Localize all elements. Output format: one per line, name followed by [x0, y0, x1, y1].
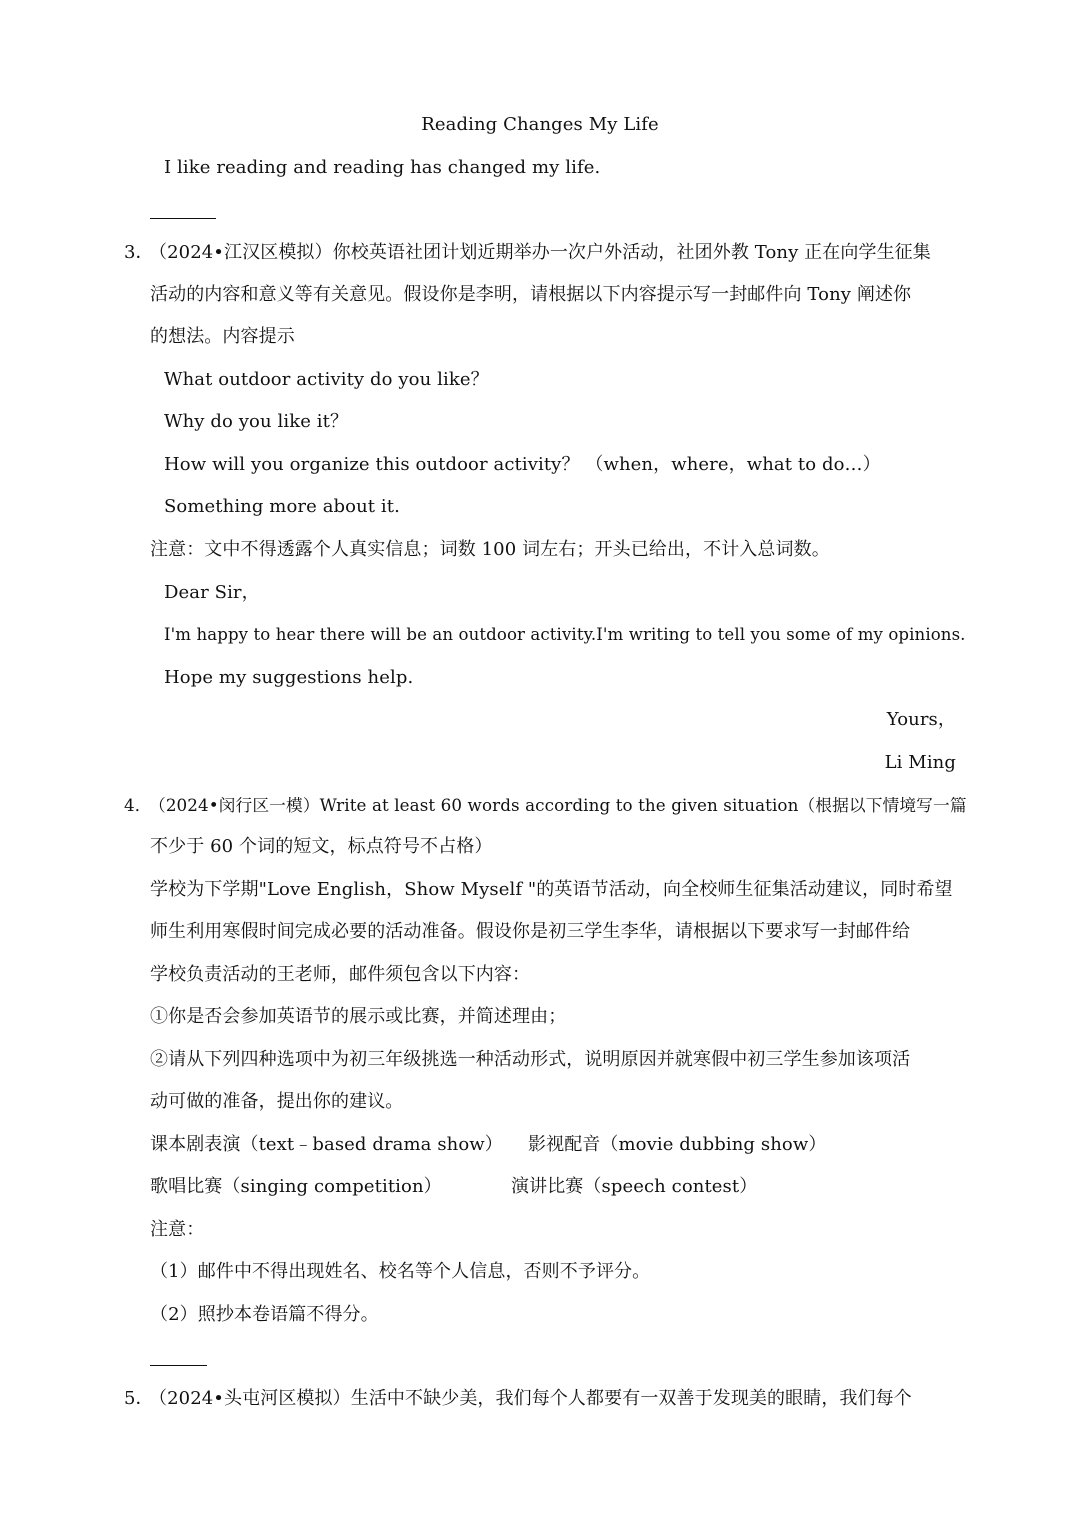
question-4-line-1 [124, 792, 967, 818]
letter-greeting: Dear Sir， [164, 582, 260, 603]
question-3-note: 注意：文中不得透露个人真实信息；词数 100 词左右；开头已给出，不计入总词数。 [150, 539, 830, 560]
letter-closing-line: Hope my suggestions help. [164, 667, 414, 688]
question-3-prompt-2: Why do you like it？ [164, 411, 349, 432]
question-4-note-heading: 注意： [150, 1219, 205, 1240]
question-5-number: 5． [124, 1388, 154, 1409]
question-4-line-2: 不少于 60 个词的短文，标点符号不占格） [150, 836, 493, 857]
question-3-line-3: 的想法。内容提示 [150, 326, 295, 347]
question-3-stem-1: （2024•江汉区模拟）你校英语社团计划近期举办一次户外活动，社团外教 Tony 正在向学生征集 [149, 242, 931, 263]
question-4-requirement-2-cont: 动可做的准备，提出你的建议。 [150, 1091, 404, 1112]
question-4-number: 4． [124, 795, 152, 815]
question-5-stem-1: （2024•头屯河区模拟）生活中不缺少美，我们每个人都要有一双善于发现美的眼睛，我们每个 [149, 1388, 912, 1409]
question-5-line-1 [124, 1386, 912, 1412]
question-3-line-2: 活动的内容和意义等有关意见。假设你是李明，请根据以下内容提示写一封邮件向 Tony 阐述你 [150, 284, 912, 305]
question-3-prompt-3: How will you organize this outdoor activity？ （when，where，what to do…） [164, 454, 881, 475]
question-3-line-1 [124, 240, 931, 266]
essay-opening-line: I like reading and reading has changed my life. [164, 157, 601, 178]
option-singing-competition: 歌唱比赛（singing competition） [150, 1176, 442, 1197]
question-4-requirement-1: ①你是否会参加英语节的展示或比赛，并简述理由； [150, 1006, 567, 1027]
answer-blank-line [150, 1365, 207, 1366]
letter-signature: Li Ming [884, 752, 956, 773]
option-speech-contest: 演讲比赛（speech contest） [511, 1176, 758, 1197]
answer-blank-line [150, 218, 216, 219]
question-4-note-2: （2）照抄本卷语篇不得分。 [150, 1304, 379, 1325]
essay-title: Reading Changes My Life [421, 114, 659, 135]
question-4-line-3: 学校为下学期"Love English，Show Myself "的英语节活动，向全校师生征集活动建议，同时希望 [150, 879, 953, 900]
question-3-prompt-1: What outdoor activity do you like？ [164, 369, 489, 390]
letter-signoff: Yours， [886, 709, 956, 730]
question-4-stem-1: （2024•闵行区一模）Write at least 60 words according to the given situation（根据以下情境写一篇 [149, 795, 967, 815]
question-4-line-4: 师生利用寒假时间完成必要的活动准备。假设你是初三学生李华，请根据以下要求写一封邮件给 [150, 921, 911, 942]
letter-body: I'm happy to hear there will be an outdoor activity.I'm writing to tell you some of my opinions. [164, 625, 966, 644]
question-4-note-1: （1）邮件中不得出现姓名、校名等个人信息，否则不予评分。 [150, 1261, 651, 1282]
option-drama-show: 课本剧表演（text﹣based drama show） [150, 1134, 503, 1155]
question-3-prompt-4: Something more about it. [164, 496, 400, 517]
question-4-requirement-2: ②请从下列四种选项中为初三年级挑选一种活动形式，说明原因并就寒假中初三学生参加该项活 [150, 1049, 911, 1070]
option-movie-dubbing: 影视配音（movie dubbing show） [528, 1134, 827, 1155]
question-3-number: 3． [124, 242, 154, 263]
question-4-line-5: 学校负责活动的王老师，邮件须包含以下内容： [150, 964, 531, 985]
